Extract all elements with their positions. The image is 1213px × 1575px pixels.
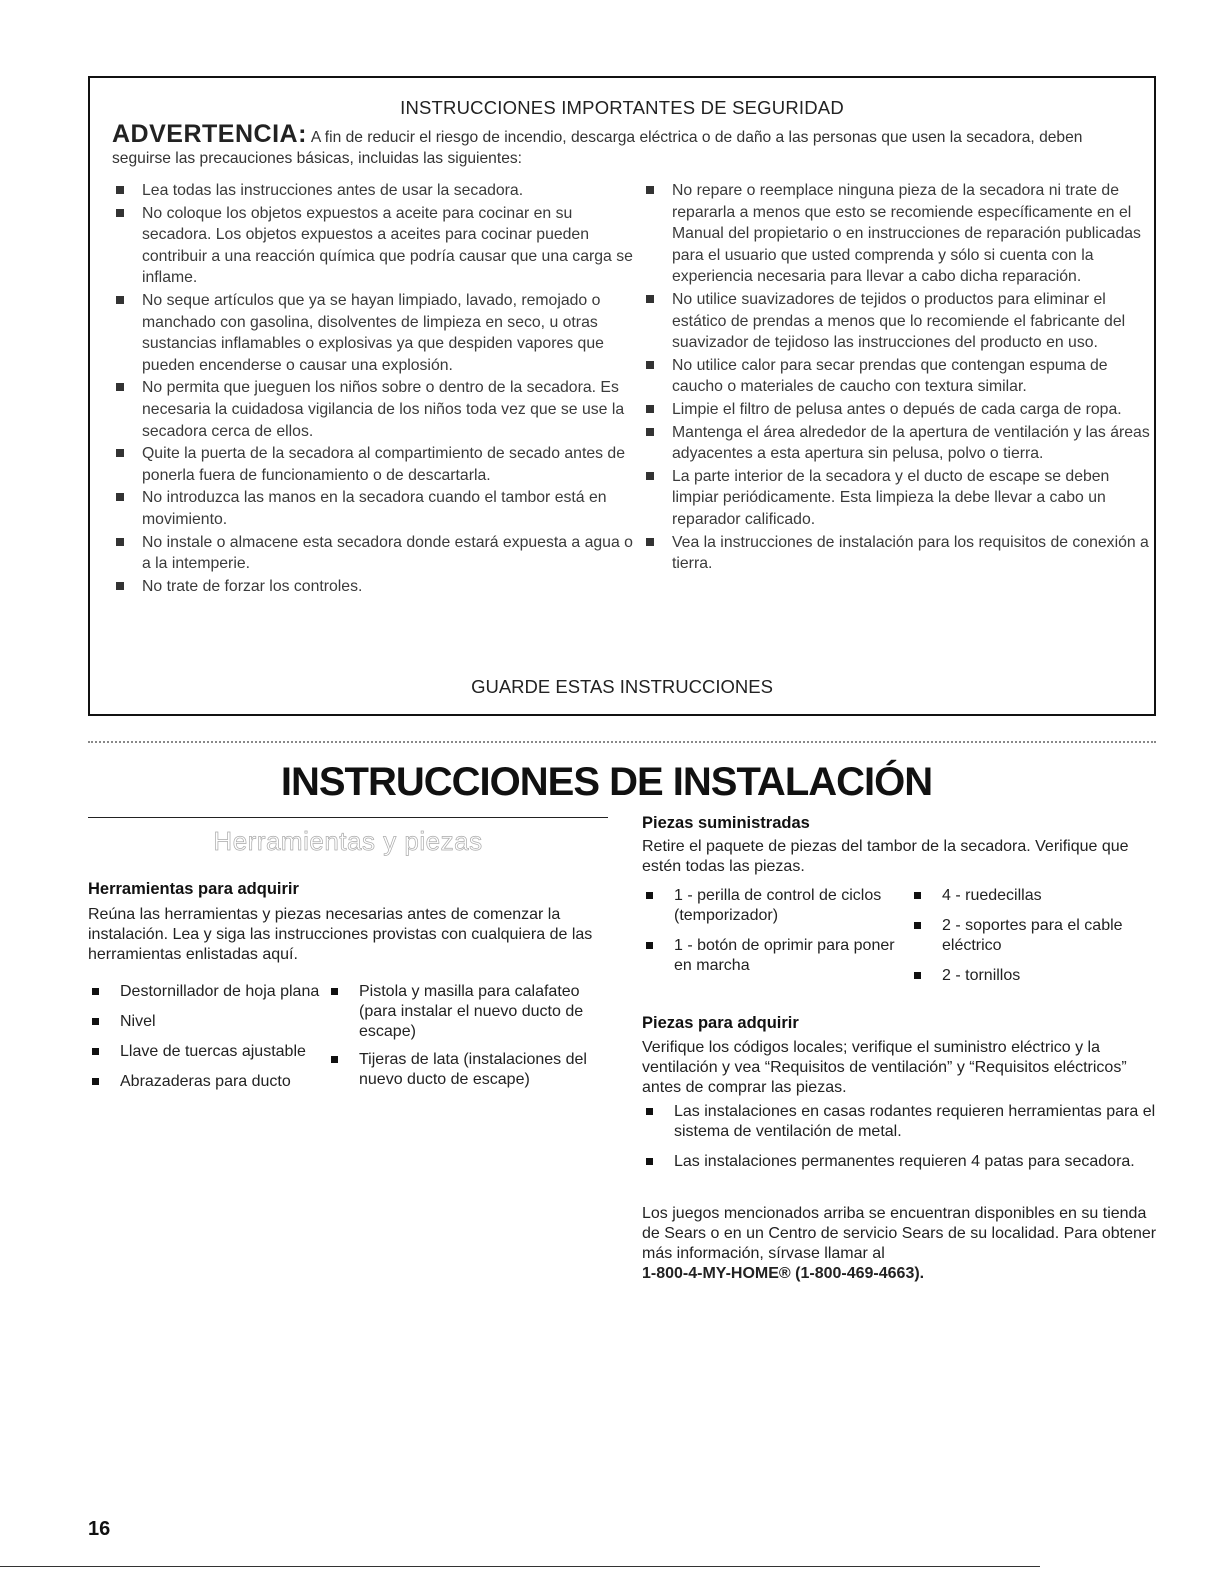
list-item: Llave de tuercas ajustable [88,1042,323,1062]
list-item: Tijeras de lata (instalaciones del nuevo ducto de escape) [327,1050,597,1090]
buy-heading: Piezas para adquirir [642,1014,799,1032]
safety-item: No trate de forzar los controles. [116,576,636,598]
safety-item: Mantenga el área alrededor de la apertura de ventilación y las áreas adyacentes a esta apertura sin pelusa, polvo o tierra. [646,422,1151,465]
bullet-square-icon [914,922,921,929]
list-item: Las instalaciones permanentes requieren 4 patas para secadora. [642,1152,1157,1172]
safety-item: La parte interior de la secadora y el ducto de escape se deben limpiar periódicamente. Esta limpieza la debe llevar a cabo un reparador calificado. [646,466,1151,531]
bullet-square-icon [92,988,99,995]
bullet-square-icon [92,1018,99,1025]
section-title: Herramientas y piezas [213,826,483,856]
supplied-list-col1 [642,886,902,976]
buy-intro: Verifique los códigos locales; verifique el suministro eléctrico y la ventilación y vea “Requisitos de ventilación” y “Requisitos eléctricos” antes de comprar las piezas. [642,1039,1127,1096]
tools-list-col2 [327,982,597,1090]
safety-item: Vea la instrucciones de instalación para los requisitos de conexión a tierra. [646,532,1151,575]
buy-list [642,1102,1157,1172]
bullet-square-icon [914,892,921,899]
bullet-square-icon [646,1108,653,1115]
safety-item: Quite la puerta de la secadora al compartimiento de secado antes de ponerla fuera de funcionamiento o de descartarla. [116,443,636,486]
dotted-divider [88,741,1156,743]
bullet-square-icon [914,972,921,979]
bullet-square-icon [116,449,124,457]
warning-label: ADVERTENCIA: [112,120,307,148]
list-item: Pistola y masilla para calafateo (para instalar el nuevo ducto de escape) [327,982,597,1042]
bullet-square-icon [646,428,654,436]
tools-heading: Herramientas para adquirir [88,880,299,898]
safety-title: INSTRUCCIONES IMPORTANTES DE SEGURIDAD [400,97,844,118]
footer-rule [0,1566,1040,1567]
safety-item: No introduzca las manos en la secadora cuando el tambor está en movimiento. [116,487,636,530]
list-item: Las instalaciones en casas rodantes requieren herramientas para el sistema de ventilación de metal. [642,1102,1157,1142]
safety-item: Lea todas las instrucciones antes de usar la secadora. [116,180,636,202]
safety-item: No utilice calor para secar prendas que contengan espuma de caucho o materiales de caucho con textura similar. [646,355,1151,398]
safety-list-left [116,180,636,598]
list-item: Nivel [88,1012,323,1032]
list-item: 1 - botón de oprimir para poner en marcha [642,936,902,976]
tools-list-col1 [88,982,323,1092]
bullet-square-icon [646,405,654,413]
warning-text: A fin de reducir el riesgo de incendio, descarga eléctrica o de daño a las personas que usen la secadora, deben seguirse las precauciones básicas, incluidas las siguientes: [112,129,1083,167]
save-instructions-footer: GUARDE ESTAS INSTRUCCIONES [471,676,773,697]
list-item: Destornillador de hoja plana [88,982,323,1002]
bullet-square-icon [646,892,653,899]
kits-paragraph [642,1204,1162,1284]
bullet-square-icon [646,538,654,546]
bullet-square-icon [116,209,124,217]
section-rule [88,817,608,818]
list-item: 1 - perilla de control de ciclos (temporizador) [642,886,902,926]
warning-paragraph [112,120,1142,169]
list-item: Abrazaderas para ducto [88,1072,323,1092]
safety-item: No permita que jueguen los niños sobre o dentro de la secadora. Es necesaria la cuidadosa vigilancia de los niños toda vez que se use la secadora cerca de ellos. [116,377,636,442]
bullet-square-icon [646,361,654,369]
bullet-square-icon [646,186,654,194]
bullet-square-icon [116,296,124,304]
kits-text: Los juegos mencionados arriba se encuentran disponibles en su tienda de Sears o en un Centro de servicio Sears de su localidad. Para obtener más información, sírvase llamar al [642,1205,1157,1262]
safety-item: No instale o almacene esta secadora donde estará expuesta a agua o a la intemperie. [116,532,636,575]
list-item: 2 - tornillos [910,966,1160,986]
bullet-square-icon [646,942,653,949]
bullet-square-icon [92,1078,99,1085]
bullet-square-icon [331,988,338,995]
safety-item: No seque artículos que ya se hayan limpiado, lavado, remojado o manchado con gasolina, disolventes de limpieza en seco, u otras sustancias inflamables o explosivas ya que despiden vapores que pueden encenderse o causar una explosión. [116,290,636,376]
supplied-list-col2 [910,886,1160,986]
safety-item: No repare o reemplace ninguna pieza de la secadora ni trate de repararla a menos que esto se recomiende específicamente en el Manual del propietario o en instrucciones de reparación publicadas para el usuario que usted comprenda y sólo si cuenta con la experiencia necesaria para llevar a cabo dicha reparación. [646,180,1151,288]
bullet-square-icon [116,493,124,501]
phone-number: 1-800-4-MY-HOME® (1-800-469-4663). [642,1265,925,1282]
bullet-square-icon [646,295,654,303]
bullet-square-icon [116,186,124,194]
bullet-square-icon [331,1056,338,1063]
tools-intro: Reúna las herramientas y piezas necesarias antes de comenzar la instalación. Lea y siga las instrucciones provistas con cualquiera de las herramientas enlistadas aquí. [88,906,593,963]
safety-list-right [646,180,1151,576]
bullet-square-icon [116,582,124,590]
list-item: 2 - soportes para el cable eléctrico [910,916,1160,956]
safety-item: No coloque los objetos expuestos a aceite para cocinar en su secadora. Los objetos expuestos a aceites para cocinar pueden contribuir a una reacción química que podría causar que una carga se inflame. [116,203,636,289]
list-item: 4 - ruedecillas [910,886,1160,906]
page-title: INSTRUCCIONES DE INSTALACIÓN [280,760,933,804]
bullet-square-icon [92,1048,99,1055]
bullet-square-icon [116,538,124,546]
bullet-square-icon [646,1158,653,1165]
safety-item: Limpie el filtro de pelusa antes o depués de cada carga de ropa. [646,399,1151,421]
safety-item: No utilice suavizadores de tejidos o productos para eliminar el estático de prendas a menos que lo recomiende el fabricante del suavizador de tejidoso las instrucciones del producto en uso. [646,289,1151,354]
page-number: 16 [88,1518,111,1540]
safety-instructions-box [88,76,1156,716]
bullet-square-icon [646,472,654,480]
supplied-intro: Retire el paquete de piezas del tambor de la secadora. Verifique que estén todas las piezas. [642,838,1129,875]
supplied-heading: Piezas suministradas [642,814,810,832]
bullet-square-icon [116,383,124,391]
